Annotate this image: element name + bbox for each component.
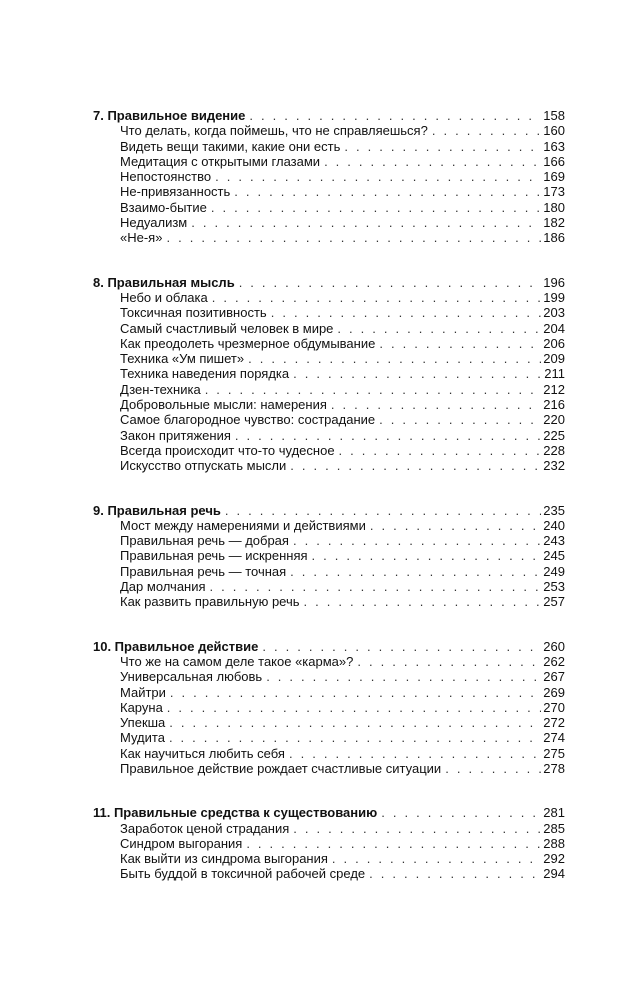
page-number: 270 — [543, 699, 565, 715]
toc-entry — [93, 654, 565, 669]
dot-leader — [370, 518, 541, 533]
toc-entry — [93, 866, 565, 881]
dot-leader — [432, 123, 541, 138]
toc-entry — [93, 715, 565, 730]
page-number: 204 — [543, 320, 565, 336]
chapter-heading — [93, 108, 565, 123]
toc-entry — [93, 123, 565, 138]
toc-entry — [93, 685, 565, 700]
page-number: 209 — [543, 351, 565, 367]
dot-leader — [312, 548, 542, 563]
dot-leader — [344, 139, 541, 154]
page-number: 173 — [543, 184, 565, 200]
toc-entry-title: Самое благородное чувство: сострадание — [120, 412, 376, 428]
dot-leader — [169, 730, 541, 745]
toc-entry-title: Правильная речь — искренняя — [120, 548, 308, 564]
page-number: 257 — [543, 594, 565, 610]
dot-leader — [248, 351, 541, 366]
page-number: 281 — [543, 805, 565, 821]
toc-entry — [93, 215, 565, 230]
toc-entry-title: Правильная речь — точная — [120, 563, 287, 579]
table-of-contents — [93, 108, 565, 911]
dot-leader — [234, 184, 541, 199]
toc-entry-title: Всегда происходит что-то чудесное — [120, 442, 335, 458]
page-number: 203 — [543, 305, 565, 321]
dot-leader — [445, 761, 541, 776]
toc-entry-title: Искусство отпускать мысли — [120, 458, 287, 474]
toc-entry-title: Заработок ценой страдания — [120, 820, 290, 836]
toc-entry-title: Видеть вещи такими, какие они есть — [120, 138, 341, 154]
page-number: 278 — [543, 760, 565, 776]
dot-leader — [262, 639, 541, 654]
toc-entry-title: Дар молчания — [120, 579, 206, 595]
dot-leader — [235, 428, 541, 443]
toc-entry — [93, 700, 565, 715]
dot-leader — [324, 154, 541, 169]
page-number: 163 — [543, 138, 565, 154]
chapter-heading — [93, 275, 565, 290]
toc-entry-title: Добровольные мысли: намерения — [120, 397, 327, 413]
chapter-heading — [93, 503, 565, 518]
page-number: 245 — [543, 548, 565, 564]
toc-entry — [93, 564, 565, 579]
page-number: 232 — [543, 458, 565, 474]
dot-leader — [339, 443, 542, 458]
dot-leader — [215, 169, 541, 184]
dot-leader — [304, 594, 542, 609]
toc-entry-title: Правильное действие рождает счастливые ситуации — [120, 760, 442, 776]
toc-entry — [93, 836, 565, 851]
page-number: 186 — [543, 230, 565, 246]
toc-entry-title: Мост между намерениями и действиями — [120, 517, 366, 533]
dot-leader — [369, 866, 541, 881]
toc-entry — [93, 730, 565, 745]
toc-entry — [93, 548, 565, 563]
toc-entry-title: Недуализм — [120, 215, 188, 231]
toc-entry-title: Упекша — [120, 715, 166, 731]
toc-entry-title: Как развить правильную речь — [120, 594, 300, 610]
dot-leader — [205, 382, 542, 397]
dot-leader — [289, 746, 541, 761]
page-number: 196 — [543, 274, 565, 290]
toc-entry — [93, 669, 565, 684]
toc-chapter — [93, 639, 565, 777]
chapter-heading-title: 11. Правильные средства к существованию — [93, 805, 378, 821]
chapter-heading-title: 8. Правильная мысль — [93, 274, 235, 290]
toc-entry — [93, 761, 565, 776]
toc-chapter — [93, 805, 565, 881]
toc-entry-title: Непостоянство — [120, 169, 212, 185]
toc-entry — [93, 305, 565, 320]
page-number: 292 — [543, 851, 565, 867]
dot-leader — [212, 290, 542, 305]
page-number: 272 — [543, 715, 565, 731]
toc-entry — [93, 579, 565, 594]
toc-entry-title: Мудита — [120, 730, 165, 746]
page-number: 269 — [543, 684, 565, 700]
toc-entry-title: Токсичная позитивность — [120, 305, 267, 321]
toc-entry — [93, 230, 565, 245]
dot-leader — [191, 215, 541, 230]
toc-entry — [93, 200, 565, 215]
dot-leader — [170, 685, 541, 700]
dot-leader — [225, 503, 541, 518]
page-number: 240 — [543, 517, 565, 533]
toc-entry — [93, 336, 565, 351]
toc-entry — [93, 154, 565, 169]
dot-leader — [379, 412, 541, 427]
toc-entry — [93, 443, 565, 458]
chapter-heading-title: 10. Правильное действие — [93, 638, 259, 654]
toc-entry — [93, 851, 565, 866]
page-number: 260 — [543, 638, 565, 654]
dot-leader — [246, 836, 541, 851]
toc-entry — [93, 518, 565, 533]
page-number: 235 — [543, 502, 565, 518]
dot-leader — [293, 821, 541, 836]
toc-entry-title: Взаимо-бытие — [120, 199, 207, 215]
page-number: 267 — [543, 669, 565, 685]
toc-chapter — [93, 503, 565, 610]
dot-leader — [167, 700, 542, 715]
dot-leader — [239, 275, 542, 290]
toc-entry-title: Самый счастливый человек в мире — [120, 320, 334, 336]
toc-entry — [93, 139, 565, 154]
page-number: 220 — [543, 412, 565, 428]
dot-leader — [293, 366, 542, 381]
toc-entry — [93, 184, 565, 199]
dot-leader — [166, 230, 541, 245]
toc-entry — [93, 428, 565, 443]
toc-entry-title: Медитация с открытыми глазами — [120, 153, 321, 169]
page-number: 206 — [543, 335, 565, 351]
page-number: 169 — [543, 169, 565, 185]
toc-entry-title: Как научиться любить себя — [120, 745, 285, 761]
page-number: 253 — [543, 579, 565, 595]
dot-leader — [210, 579, 542, 594]
page-number: 274 — [543, 730, 565, 746]
dot-leader — [293, 533, 541, 548]
toc-entry-title: Что же на самом деле такое «карма»? — [120, 653, 354, 669]
dot-leader — [332, 851, 541, 866]
page-number: 243 — [543, 533, 565, 549]
page-number: 180 — [543, 199, 565, 215]
toc-entry-title: Небо и облака — [120, 289, 208, 305]
toc-entry-title: Правильная речь — добрая — [120, 533, 289, 549]
chapter-heading-title: 9. Правильная речь — [93, 502, 221, 518]
page-number: 288 — [543, 835, 565, 851]
page-number: 216 — [543, 397, 565, 413]
toc-entry-title: Дзен-техника — [120, 381, 201, 397]
page-number: 182 — [543, 215, 565, 231]
toc-entry — [93, 533, 565, 548]
page-number: 249 — [543, 563, 565, 579]
page-number: 294 — [543, 866, 565, 882]
dot-leader — [290, 564, 541, 579]
toc-entry-title: Каруна — [120, 699, 163, 715]
chapter-heading-title: 7. Правильное видение — [93, 108, 246, 123]
toc-entry — [93, 366, 565, 381]
toc-entry-title: Не-привязанность — [120, 184, 231, 200]
page-number: 211 — [544, 366, 565, 382]
toc-entry — [93, 458, 565, 473]
toc-entry — [93, 290, 565, 305]
dot-leader — [331, 397, 541, 412]
dot-leader — [337, 321, 541, 336]
chapter-heading — [93, 639, 565, 654]
toc-entry-title: «Не-я» — [120, 230, 163, 246]
toc-chapter — [93, 275, 565, 474]
dot-leader — [271, 305, 542, 320]
toc-entry-title: Майтри — [120, 684, 166, 700]
toc-entry — [93, 412, 565, 427]
toc-chapter — [93, 108, 565, 246]
toc-entry — [93, 746, 565, 761]
toc-entry-title: Закон притяжения — [120, 427, 231, 443]
toc-entry-title: Что делать, когда поймешь, что не справляешься? — [120, 123, 428, 139]
dot-leader — [379, 336, 541, 351]
toc-entry-title: Как выйти из синдрома выгорания — [120, 851, 328, 867]
page-number: 228 — [543, 442, 565, 458]
toc-entry — [93, 351, 565, 366]
toc-entry — [93, 321, 565, 336]
page-number: 166 — [543, 153, 565, 169]
page-number: 285 — [543, 820, 565, 836]
toc-entry-title: Техника наведения порядка — [120, 366, 290, 382]
dot-leader — [357, 654, 541, 669]
page-number: 275 — [543, 745, 565, 761]
page-number: 160 — [543, 123, 565, 139]
toc-entry-title: Синдром выгорания — [120, 835, 243, 851]
dot-leader — [169, 715, 541, 730]
page-number: 225 — [543, 427, 565, 443]
toc-entry — [93, 397, 565, 412]
toc-entry — [93, 821, 565, 836]
page-number: 212 — [543, 381, 565, 397]
page-number: 158 — [543, 108, 565, 123]
toc-entry — [93, 382, 565, 397]
toc-entry-title: Универсальная любовь — [120, 669, 263, 685]
dot-leader — [381, 805, 541, 820]
page-number: 262 — [543, 653, 565, 669]
toc-entry-title: Техника «Ум пишет» — [120, 351, 245, 367]
toc-entry-title: Как преодолеть чрезмерное обдумывание — [120, 335, 376, 351]
dot-leader — [249, 108, 541, 123]
toc-entry-title: Быть буддой в токсичной рабочей среде — [120, 866, 366, 882]
dot-leader — [211, 200, 541, 215]
dot-leader — [266, 669, 541, 684]
toc-entry — [93, 169, 565, 184]
chapter-heading — [93, 805, 565, 820]
toc-entry — [93, 594, 565, 609]
dot-leader — [290, 458, 541, 473]
page-number: 199 — [543, 289, 565, 305]
